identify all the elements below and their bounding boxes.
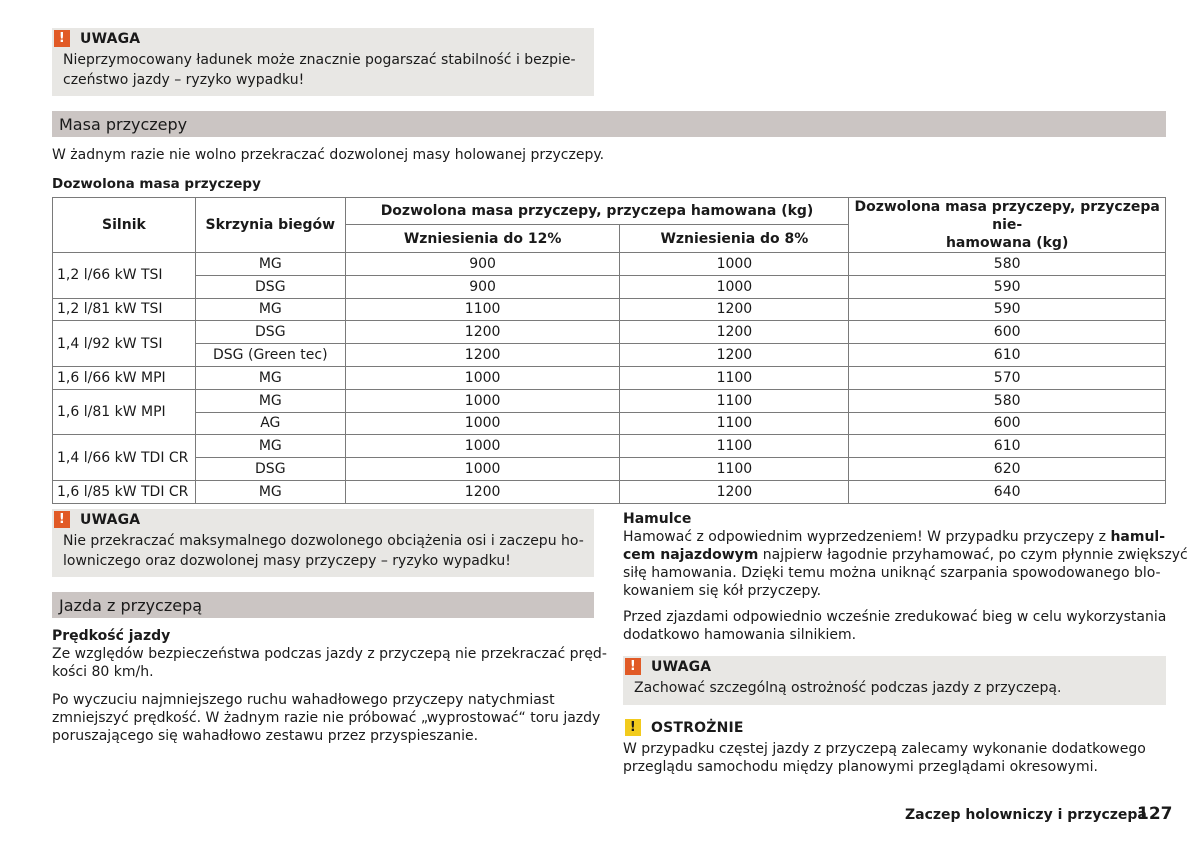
warning-title: UWAGA (80, 30, 141, 47)
caution-header (625, 719, 744, 736)
engine-cell: 1,4 l/92 kW TSI (53, 321, 196, 367)
value-cell: 610 (849, 435, 1166, 458)
caution-title: OSTROŻNIE (651, 719, 744, 736)
gearbox-cell: MG (195, 366, 345, 389)
value-cell: 1100 (620, 412, 849, 435)
bold-term: cem najazdowym (623, 547, 759, 563)
warning-title: UWAGA (651, 658, 712, 675)
speed-heading: Prędkość jazdy (52, 628, 171, 644)
bold-term: hamul- (1110, 529, 1166, 545)
value-cell: 600 (849, 321, 1166, 344)
value-cell: 580 (849, 389, 1166, 412)
warning-text-line: czeństwo jazdy – ryzyko wypadku! (63, 72, 305, 88)
header-unbraked-line: hamowana (kg) (945, 235, 1069, 251)
paragraph-line: poruszającego się wahadłowo zestawu przez przyspieszanie. (52, 728, 479, 744)
sway-paragraph (52, 691, 600, 745)
section-title: Masa przyczepy (59, 114, 188, 134)
value-cell: 1000 (345, 366, 620, 389)
text-run: Hamować z odpowiednim wyprzedzeniem! W przypadku przyczepy z (623, 529, 1111, 545)
header-gearbox: Skrzynia biegów (195, 198, 345, 253)
value-cell: 1200 (620, 344, 849, 367)
warning-box-top (52, 28, 594, 96)
value-cell: 1000 (345, 389, 620, 412)
gearbox-cell: DSG (195, 458, 345, 481)
text-run: najpierw łagodnie przyhamować, po czym płynnie zwiększyć (758, 547, 1188, 563)
gearbox-cell: MG (195, 389, 345, 412)
warning-header (625, 658, 711, 675)
table-row (53, 321, 1166, 344)
paragraph-line: Przed zjazdami odpowiednio wcześnie zredukować bieg w celu wykorzystania (623, 609, 1167, 625)
paragraph-line (623, 546, 1188, 564)
value-cell: 580 (849, 253, 1166, 276)
value-cell: 600 (849, 412, 1166, 435)
table-row (53, 298, 1166, 321)
paragraph-line (623, 528, 1188, 546)
paragraph-line: Ze względów bezpieczeństwa podczas jazdy z przyczepą nie przekraczać pręd- (52, 646, 607, 662)
gearbox-cell: MG (195, 480, 345, 503)
value-cell: 900 (345, 253, 620, 276)
engine-cell: 1,2 l/66 kW TSI (53, 253, 196, 299)
paragraph-line: dodatkowo hamowania silnikiem. (623, 627, 857, 643)
warning-text (63, 531, 584, 571)
table-row (53, 458, 1166, 481)
table-row (53, 344, 1166, 367)
warning-text: Zachować szczególną ostrożność podczas jazdy z przyczepą. (634, 680, 1062, 696)
paragraph-line: przeglądu samochodu między planowymi przeglądami okresowymi. (623, 759, 1098, 775)
value-cell: 1100 (620, 389, 849, 412)
downhill-paragraph (623, 608, 1166, 644)
warning-box-axle (52, 509, 594, 577)
engine-cell: 1,2 l/81 kW TSI (53, 298, 196, 321)
exclamation-icon: ! (625, 658, 641, 675)
gearbox-cell: DSG (195, 321, 345, 344)
header-grade8: Wzniesienia do 8% (620, 225, 849, 253)
value-cell: 1200 (345, 344, 620, 367)
paragraph-line: W przypadku częstej jazdy z przyczepą zalecamy wykonanie dodatkowego (623, 741, 1146, 757)
table-row (53, 275, 1166, 298)
section-title-bar (52, 592, 594, 618)
table-row (53, 389, 1166, 412)
header-unbraked (849, 198, 1166, 253)
value-cell: 1000 (620, 275, 849, 298)
brakes-heading: Hamulce (623, 511, 692, 527)
gearbox-cell: MG (195, 253, 345, 276)
paragraph-line: Po wyczuciu najmniejszego ruchu wahadłowego przyczepy natychmiast (52, 692, 555, 708)
value-cell: 1100 (620, 366, 849, 389)
value-cell: 1000 (345, 435, 620, 458)
value-cell: 1200 (620, 321, 849, 344)
speed-paragraph (52, 645, 607, 681)
caution-text (623, 740, 1146, 776)
value-cell: 1200 (620, 480, 849, 503)
gearbox-cell: AG (195, 412, 345, 435)
table-row (53, 480, 1166, 503)
header-grade12: Wzniesienia do 12% (345, 225, 620, 253)
value-cell: 1100 (620, 435, 849, 458)
value-cell: 1200 (620, 298, 849, 321)
gearbox-cell: DSG (195, 275, 345, 298)
warning-header (54, 511, 140, 528)
value-cell: 640 (849, 480, 1166, 503)
value-cell: 570 (849, 366, 1166, 389)
value-cell: 590 (849, 298, 1166, 321)
warning-text-line: Nieprzymocowany ładunek może znacznie pogarszać stabilność i bezpie- (63, 52, 576, 68)
section-title: Jazda z przyczepą (59, 595, 203, 615)
table-row (53, 366, 1166, 389)
exclamation-icon: ! (54, 511, 70, 528)
value-cell: 1200 (345, 321, 620, 344)
engine-cell: 1,4 l/66 kW TDI CR (53, 435, 196, 481)
page-number: 127 (1137, 804, 1173, 824)
value-cell: 1000 (345, 458, 620, 481)
exclamation-icon: ! (54, 30, 70, 47)
gearbox-cell: DSG (Green tec) (195, 344, 345, 367)
header-unbraked-line: Dozwolona masa przyczepy, przyczepa nie- (854, 199, 1160, 233)
engine-cell: 1,6 l/85 kW TDI CR (53, 480, 196, 503)
value-cell: 1200 (345, 480, 620, 503)
warning-text (63, 50, 576, 90)
table-row (53, 435, 1166, 458)
value-cell: 590 (849, 275, 1166, 298)
value-cell: 620 (849, 458, 1166, 481)
header-engine: Silnik (53, 198, 196, 253)
paragraph-line: kowaniem się kół przyczepy. (623, 583, 822, 599)
table-caption: Dozwolona masa przyczepy (52, 176, 261, 192)
paragraph-line: zmniejszyć prędkość. W żadnym razie nie próbować „wyprostować“ toru jazdy (52, 710, 601, 726)
gearbox-cell: MG (195, 435, 345, 458)
exclamation-icon: ! (625, 719, 641, 736)
section-intro: W żadnym razie nie wolno przekraczać dozwolonej masy holowanej przyczepy. (52, 147, 605, 163)
section-title-bar (52, 111, 1166, 137)
value-cell: 1100 (345, 298, 620, 321)
warning-box-caution-driving (623, 656, 1166, 705)
warning-text-line: Nie przekraczać maksymalnego dozwolonego obciążenia osi i zaczepu ho- (63, 533, 584, 549)
engine-cell: 1,6 l/66 kW MPI (53, 366, 196, 389)
footer-title: Zaczep holowniczy i przyczepa (905, 807, 1147, 823)
paragraph-line: siłę hamowania. Dzięki temu można uniknąć szarpania spowodowanego blo- (623, 565, 1161, 581)
warning-header (54, 30, 140, 47)
brakes-paragraph (623, 528, 1188, 600)
table-row (53, 253, 1166, 276)
table-row (53, 412, 1166, 435)
value-cell: 1100 (620, 458, 849, 481)
engine-cell: 1,6 l/81 kW MPI (53, 389, 196, 435)
value-cell: 1000 (620, 253, 849, 276)
header-braked: Dozwolona masa przyczepy, przyczepa hamowana (kg) (345, 198, 849, 225)
warning-text-line: lowniczego oraz dozwolonej masy przyczepy – ryzyko wypadku! (63, 553, 511, 569)
gearbox-cell: MG (195, 298, 345, 321)
paragraph-line: kości 80 km/h. (52, 664, 154, 680)
value-cell: 1000 (345, 412, 620, 435)
warning-title: UWAGA (80, 511, 141, 528)
trailer-mass-table (52, 197, 1166, 504)
value-cell: 610 (849, 344, 1166, 367)
value-cell: 900 (345, 275, 620, 298)
